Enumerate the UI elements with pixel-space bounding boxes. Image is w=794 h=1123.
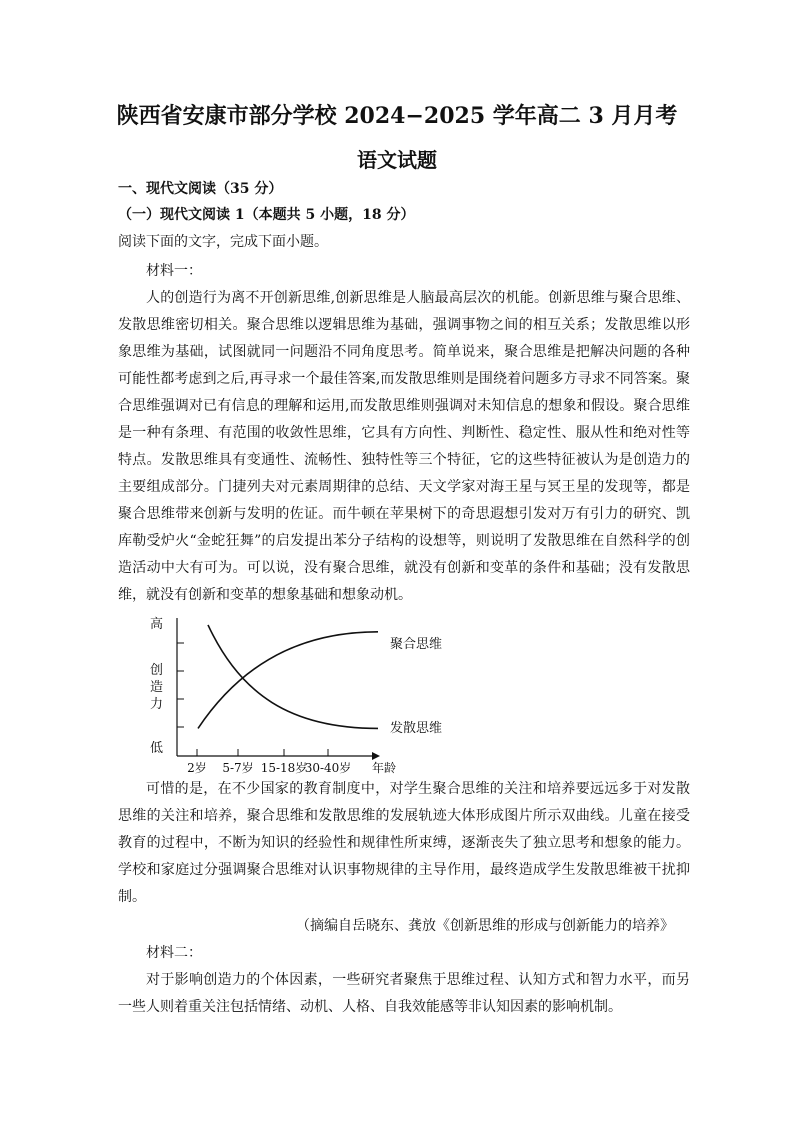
x-tick-labels (187, 760, 351, 775)
material1-source: （摘编自岳晓东、龚放《创新思维的形成与创新能力的培养》 (296, 918, 674, 934)
reading-instruction: 阅读下面的文字，完成下面小题。 (118, 234, 328, 250)
material2-paragraph-1: 对于影响创造力的个体因素，一些研究者聚焦于思维过程、认知方式和智力水平，而另一些人则着重关注包括情绪、动机、人格、自我效能感等非认知因素的影响机制。 (118, 972, 690, 1015)
series-label-divergent: 发散思维 (390, 721, 443, 736)
exam-subject-title: 语文试题 (357, 148, 437, 172)
x-axis-arrow (372, 752, 380, 760)
creativity-chart (140, 612, 460, 780)
x-axis-label: 年龄 (372, 761, 397, 775)
exam-title: 陕西省安康市部分学校 2024−2025 学年高二 3 月月考 (116, 103, 678, 129)
x-tick-label: 2岁 (187, 761, 207, 775)
y-label-high: 高 (150, 617, 164, 632)
material2-label: 材料二： (146, 945, 202, 961)
material1-label: 材料一： (146, 263, 202, 279)
sub-section-heading: （一）现代文阅读 1（本题共 5 小题，18 分） (118, 207, 415, 223)
material1-paragraph-1: 人的创造行为离不开创新思维,创新思维是人脑最高层次的机能。创新思维与聚合思维、发散思维密切相关。聚合思维以逻辑思维为基础，强调事物之间的相互关系；发散思维以形象思维为基础，试图就同一问题沿不同角度思考。简单说来，聚合思维是把解决问题的各种可能性都考虑到之后,再寻求一个最佳答案,而发散思维则是围绕着问题多方寻求不同答案。聚合思维强调对已有信息的理解和运用,而发散思维则强调对未知信息的想象和假设。聚合思维是一种有条理、有范围的收敛性思维，它具有方向性、判断性、稳定性、服从性和绝对性等特点。发散思维具有变通性、流畅性、独特性等三个特征，它的这些特征被认为是创造力的主要组成部分。门捷列夫对元素周期律的总结、天文学家对海王星与冥王星的发现等，都是聚合思维带来创新与发明的佐证。而牛顿在苹果树下的奇思遐想引发对万有引力的研究、凯库勒受炉火“金蛇狂舞”的启发提出苯分子结构的设想等，则说明了发散思维在自然科学的创造活动中大有可为。可以说，没有聚合思维，就没有创新和变革的条件和基础；没有发散思维，就没有创新和变革的想象基础和想象动机。 (118, 290, 690, 603)
x-tick-label: 15-18岁 (260, 761, 308, 775)
series-line-divergent (208, 625, 378, 729)
y-label-low: 低 (150, 741, 164, 756)
x-tick-label: 30-40岁 (304, 761, 352, 775)
y-label-creativity: 创 造 力 (150, 663, 164, 712)
series-label-convergent: 聚合思维 (390, 637, 443, 652)
material1-paragraph-2: 可惜的是，在不少国家的教育制度中，对学生聚合思维的关注和培养要远远多于对发散思维的关注和培养，聚合思维和发散思维的发展轨迹大体形成图片所示双曲线。儿童在接受教育的过程中，不断为知识的经验性和规律性所束缚，逐渐丧失了独立思考和想象的能力。学校和家庭过分强调聚合思维对认识事物规律的主导作用，最终造成学生发散思维被干扰抑制。 (118, 781, 690, 905)
x-ticks (197, 749, 328, 756)
section-heading: 一、现代文阅读（35 分） (118, 181, 283, 197)
x-tick-label: 5-7岁 (222, 761, 254, 775)
series-line-convergent (198, 632, 378, 729)
